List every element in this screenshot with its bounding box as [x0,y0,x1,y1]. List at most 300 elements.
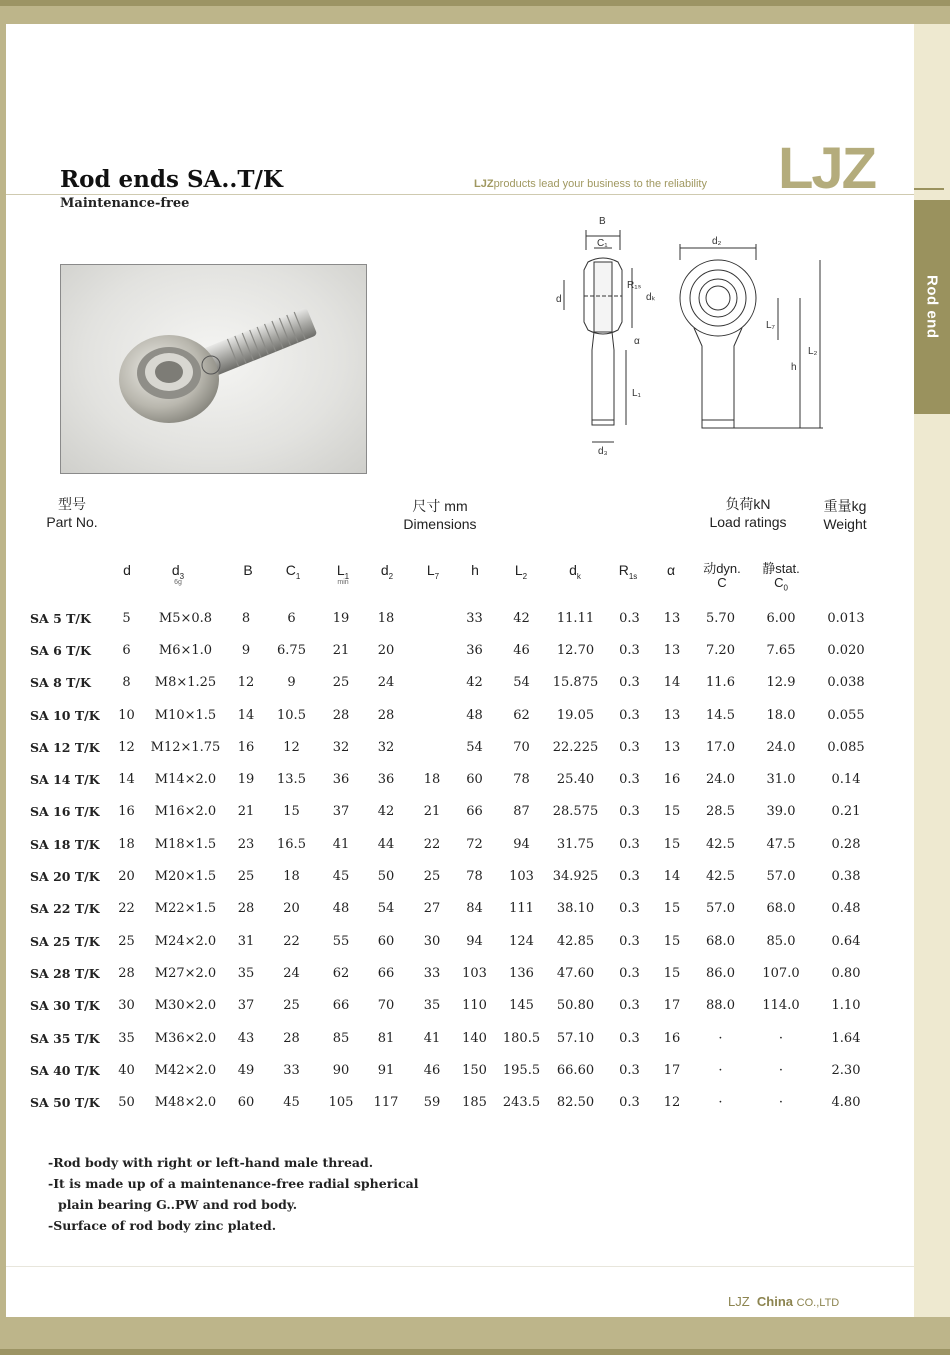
col-c1-label: C [285,562,296,578]
table-cell: 18 [283,869,300,885]
col-l7-sub: 7 [434,571,440,581]
table-cell: 0.80 [831,965,861,981]
diagram-label-dk: dₖ [646,292,656,303]
table-cell: 105 [328,1095,354,1111]
table-cell: 59 [423,1095,441,1111]
part-number-cell: SA 22 T/K [30,901,100,917]
footer-company: China [756,1294,794,1309]
diagram-label-d3: d₃ [598,446,608,457]
table-cell: 19 [237,772,255,788]
table-cell: 18 [377,610,395,626]
table-cell: 9 [241,642,251,658]
table-cell: 0.48 [831,901,861,917]
table-cell: 57.0 [766,869,796,885]
col-r1s-sub: 1s [628,571,638,581]
table-cell: 10 [118,707,135,723]
table-cell: 81 [377,1030,395,1046]
table-cell: 45 [283,1095,300,1111]
table-cell: 13 [663,739,681,755]
table-cell: 19.05 [556,707,595,723]
table-cell: 0.3 [619,965,640,981]
table-cell: 85 [332,1030,350,1046]
table-cell: 243.5 [502,1095,541,1111]
table-row [30,667,884,699]
table-cell: 25 [332,675,350,691]
table-cell: 21 [332,642,350,658]
table-cell: 87 [513,804,530,820]
table-cell: 22 [423,836,441,852]
header-dim-en: Dimensions [403,516,477,532]
table-cell: 82.50 [556,1095,595,1111]
col-h [455,562,495,578]
table-cell: 28.575 [552,804,599,820]
table-cell: 55 [332,933,350,949]
header-dimensions [380,497,500,533]
table-row [30,957,884,989]
part-number-cell: SA 12 T/K [30,739,100,755]
diagram-label-c1: C₁ [597,238,608,249]
col-b [228,562,268,578]
diagram-label-d2: d₂ [712,236,722,247]
part-number-cell: SA 18 T/K [30,836,100,852]
table-cell: 33 [423,965,441,981]
diagram-label-r1s: R₁ₛ [627,280,642,291]
table-cell: 62 [513,707,530,723]
table-cell: 15 [663,804,681,820]
table-row [30,893,884,925]
col-d2-sub: 2 [388,571,394,581]
table-cell: M12×1.75 [150,739,221,755]
table-cell: 0.21 [831,804,861,820]
table-cell: 0.38 [831,869,861,885]
table-cell: 28.5 [706,804,735,820]
table-cell: 0.013 [827,610,865,626]
header-part-cn: 型号 [58,496,86,512]
table-cell: M10×1.5 [154,707,217,723]
part-number-cell: SA 5 T/K [30,610,91,626]
table-cell: 8 [122,675,131,691]
part-number-cell: SA 25 T/K [30,933,100,949]
table-cell: 12 [283,739,300,755]
table-cell: 30 [423,933,441,949]
table-cell: 28 [237,901,255,917]
table-cell: 6.00 [766,610,796,626]
col-h-label: h [471,562,479,578]
table-cell: M16×2.0 [154,804,217,820]
table-cell: · [718,1095,723,1111]
table-cell: 86.0 [706,965,735,981]
table-cell: 16.5 [277,836,306,852]
table-cell: 66.60 [556,1062,595,1078]
diagram-label-h: h [791,362,797,373]
product-photo [60,264,367,474]
table-cell: 45 [332,869,350,885]
table-cell: 57.10 [556,1030,595,1046]
table-cell: 50 [118,1095,135,1111]
table-cell: 15.875 [552,675,599,691]
table-cell: 195.5 [502,1062,541,1078]
table-cell: 13 [663,610,681,626]
table-cell: 32 [332,739,350,755]
table-cell: 15 [663,965,681,981]
side-tab-label [914,200,950,414]
table-cell: 16 [237,739,255,755]
col-l2 [501,562,541,581]
part-number-cell: SA 6 T/K [30,642,91,658]
col-l1 [323,562,363,586]
table-cell: M5×0.8 [158,610,213,626]
footer [728,1294,839,1309]
diagram-label-l2: L₂ [808,346,818,357]
table-cell: 6.75 [277,642,306,658]
table-cell: 7.20 [706,642,735,658]
table-cell: 114.0 [762,998,800,1014]
part-number-cell: SA 35 T/K [30,1030,100,1046]
table-cell: 21 [237,804,255,820]
table-cell: 22 [118,901,135,917]
table-cell: 6 [287,610,296,626]
col-d-label: d [123,562,131,578]
table-cell: 23 [237,836,255,852]
frame-top-border [0,0,950,6]
header-weight-en: Weight [823,516,867,532]
col-c1-sub: 1 [295,571,301,581]
table-cell: 88.0 [706,998,735,1014]
table-cell: M18×1.5 [154,836,217,852]
table-cell: 68.0 [766,901,796,917]
table-cell: M20×1.5 [154,869,217,885]
notes [48,1152,419,1236]
table-cell: 15 [663,901,681,917]
table-cell: 33 [283,1062,300,1078]
side-tab-text: Rod end [923,275,941,339]
table-cell: 36 [466,642,483,658]
table-cell: 35 [118,1030,135,1046]
col-dyn [697,562,747,590]
table-cell: 43 [237,1030,255,1046]
col-c1 [273,562,313,581]
table-cell: 25 [283,998,300,1014]
table-cell: 145 [509,998,534,1014]
table-cell: 0.3 [619,869,640,885]
footer-suffix: CO.,LTD [796,1297,840,1309]
table-cell: 12.70 [556,642,595,658]
table-cell: 16 [663,772,681,788]
table-cell: 20 [118,869,135,885]
table-cell: 5.70 [706,610,735,626]
col-dyn-symbol: C [717,575,727,590]
table-cell: 107.0 [762,965,800,981]
tagline-brand: LJZ [474,178,494,190]
table-cell: 0.28 [831,836,861,852]
table-cell: 0.3 [619,739,640,755]
table-cell: 28 [283,1030,300,1046]
table-cell: 10.5 [277,707,306,723]
table-cell: 54 [513,675,530,691]
note-3: plain bearing G..PW and rod body. [58,1197,298,1212]
table-cell: 60 [377,933,395,949]
table-cell: 0.3 [619,772,640,788]
table-row [30,925,884,957]
note-1: -Rod body with right or left-hand male thread. [48,1155,374,1170]
table-cell: 28 [377,707,395,723]
table-cell: 66 [377,965,395,981]
table-cell: 16 [118,804,135,820]
table-cell: 180.5 [502,1030,541,1046]
table-cell: 60 [237,1095,255,1111]
col-r1s [608,562,648,581]
col-r1s-label: R [618,562,629,578]
table-cell: M22×1.5 [154,901,217,917]
table-cell: 78 [513,772,530,788]
table-cell: 14 [663,869,681,885]
table-row [30,1086,884,1118]
col-stat-label: 静stat. [762,561,800,576]
diagram-label-b: B [599,216,606,227]
header-part-en: Part No. [46,514,98,530]
specs-table-body [30,602,884,1119]
table-cell: 50.80 [556,998,595,1014]
note-2: -It is made up of a maintenance-free radial spherical [48,1176,419,1191]
table-cell: 14 [663,675,681,691]
table-row [30,828,884,860]
table-cell: 42 [513,610,530,626]
table-cell: 91 [377,1062,395,1078]
table-cell: 17.0 [706,739,735,755]
table-cell: 57.0 [706,901,735,917]
header-weight-cn: 重量kg [823,498,867,514]
part-number-cell: SA 8 T/K [30,675,91,691]
table-cell: 124 [509,933,534,949]
table-row [30,990,884,1022]
table-cell: 46 [513,642,530,658]
table-cell: 30 [118,998,135,1014]
table-cell: · [778,1095,784,1111]
table-cell: 0.3 [619,610,640,626]
table-cell: 38.10 [556,901,595,917]
col-d3-note: 6g [174,578,182,586]
tagline [474,178,707,190]
table-cell: 34.925 [552,869,599,885]
table-cell: 136 [509,965,534,981]
table-cell: 44 [377,836,395,852]
footer-rule [6,1266,914,1267]
table-cell: 35 [237,965,255,981]
table-cell: 8 [241,610,251,626]
table-cell: 0.3 [619,836,640,852]
table-cell: 0.64 [831,933,861,949]
table-cell: 0.055 [827,707,865,723]
note-4: -Surface of rod body zinc plated. [48,1218,277,1233]
col-stat-sub: 0 [783,583,788,593]
header-dim-cn: 尺寸 mm [412,498,468,514]
table-cell: 27 [423,901,441,917]
table-row [30,1022,884,1054]
table-row [30,860,884,892]
table-cell: 78 [466,869,483,885]
table-cell: 13 [663,707,681,723]
table-cell: 0.3 [619,642,640,658]
table-cell: 31.0 [766,772,796,788]
table-cell: 24 [377,675,395,691]
table-cell: 42 [466,675,483,691]
col-d2 [367,562,407,581]
specs-table [30,602,884,1119]
table-row [30,634,884,666]
table-cell: 0.3 [619,1030,640,1046]
col-l2-sub: 2 [522,571,528,581]
table-cell: 0.038 [827,675,865,691]
table-cell: 37 [237,998,255,1014]
table-cell: 13 [663,642,681,658]
col-l2-label: L [514,562,523,578]
table-cell: 40 [118,1062,135,1078]
table-cell: 0.3 [619,901,640,917]
tagline-text: products lead your business to the reliability [493,178,707,190]
table-cell: 25 [237,869,255,885]
table-cell: 17 [663,998,681,1014]
table-cell: 25.40 [556,772,595,788]
table-cell: 0.3 [619,675,640,691]
table-cell: 42.85 [556,933,595,949]
table-cell: 35 [423,998,441,1014]
table-cell: 0.3 [619,707,640,723]
table-cell: M27×2.0 [154,965,217,981]
table-cell: 94 [466,933,483,949]
table-cell: 1.64 [831,1030,861,1046]
col-dk [555,562,595,581]
col-l7 [413,562,453,581]
diagram-label-l1: L₁ [632,388,641,399]
table-cell: 117 [373,1095,399,1111]
table-cell: 48 [332,901,350,917]
table-cell: M24×2.0 [154,933,217,949]
table-cell: 47.5 [766,836,796,852]
col-l1-sub: 1 [344,571,350,581]
table-row [30,699,884,731]
table-cell: 140 [462,1030,487,1046]
table-row [30,1054,884,1086]
table-cell: 37 [332,804,350,820]
table-cell: 12 [118,739,135,755]
table-cell: 66 [466,804,483,820]
table-cell: 28 [118,965,135,981]
table-cell: 0.085 [827,739,865,755]
table-cell: 25 [423,869,441,885]
part-number-cell: SA 14 T/K [30,772,100,788]
table-cell: 62 [332,965,350,981]
table-cell: 31.75 [556,836,595,852]
table-cell [409,699,455,731]
table-cell: · [778,1062,784,1078]
table-cell: 11.11 [556,610,595,626]
table-cell: 54 [466,739,483,755]
diagram-label-alpha: α [634,336,640,347]
table-cell: 70 [377,998,395,1014]
table-cell: 2.30 [831,1062,861,1078]
col-d2-label: d [380,562,389,578]
page-title: Rod ends SA..T/K [60,166,283,193]
part-number-cell: SA 30 T/K [30,998,100,1014]
table-cell: 48 [466,707,483,723]
diagram-label-l7: L₇ [766,320,775,331]
rod-end-photo-icon [61,265,366,473]
table-cell: 21 [423,804,441,820]
col-d3-label: d [171,562,180,578]
table-cell: 0.14 [831,772,861,788]
table-cell: 84 [466,901,483,917]
part-number-cell: SA 28 T/K [30,965,100,981]
table-cell: 31 [237,933,255,949]
table-cell: 6 [122,642,131,658]
table-cell: 7.65 [766,642,796,658]
diagram-label-d: d [556,294,562,305]
table-cell: 60 [466,772,483,788]
col-alpha-label: α [666,562,676,578]
table-cell: 16 [663,1030,681,1046]
table-cell: 17 [663,1062,681,1078]
brand-logo: LJZ [778,136,876,201]
table-row [30,796,884,828]
col-dyn-label: 动dyn. [703,561,741,576]
table-cell: 18 [423,772,441,788]
table-cell: 36 [377,772,395,788]
table-cell: 85.0 [766,933,796,949]
table-cell: 111 [509,901,534,917]
table-cell: 42.5 [706,869,735,885]
table-cell: 110 [462,998,487,1014]
page-subtitle: Maintenance-free [60,196,190,211]
table-cell: 46 [423,1062,441,1078]
table-cell: 185 [462,1095,487,1111]
table-cell: 24.0 [766,739,796,755]
table-cell: 42 [377,804,395,820]
table-cell: 1.10 [831,998,861,1014]
table-cell: 36 [332,772,350,788]
technical-drawing [548,210,838,465]
table-cell: 39.0 [766,804,796,820]
table-cell: 19 [332,610,350,626]
table-cell: 94 [513,836,530,852]
part-number-cell: SA 40 T/K [30,1062,100,1078]
table-cell: M30×2.0 [154,998,217,1014]
table-cell: M8×1.25 [154,675,217,691]
table-cell: 28 [332,707,350,723]
table-cell: 20 [283,901,300,917]
table-cell: 12.9 [766,675,796,691]
table-cell: 20 [377,642,395,658]
table-cell: M36×2.0 [154,1030,217,1046]
table-cell: 22 [283,933,300,949]
table-cell: 42.5 [706,836,735,852]
col-dk-sub: k [576,571,581,581]
header-part-no [36,495,108,531]
table-cell: · [718,1062,723,1078]
table-cell: 0.3 [619,1095,640,1111]
table-cell: 9 [287,675,296,691]
table-cell: 0.3 [619,804,640,820]
table-cell: 50 [377,869,395,885]
table-cell: 33 [466,610,483,626]
table-cell: 32 [377,739,395,755]
table-cell: · [718,1030,723,1046]
table-cell: 14 [118,772,135,788]
table-row [30,602,884,634]
table-cell: 18.0 [766,707,796,723]
header-rule-accent [914,188,944,190]
table-cell: 5 [122,610,131,626]
col-dk-label: d [569,562,577,578]
